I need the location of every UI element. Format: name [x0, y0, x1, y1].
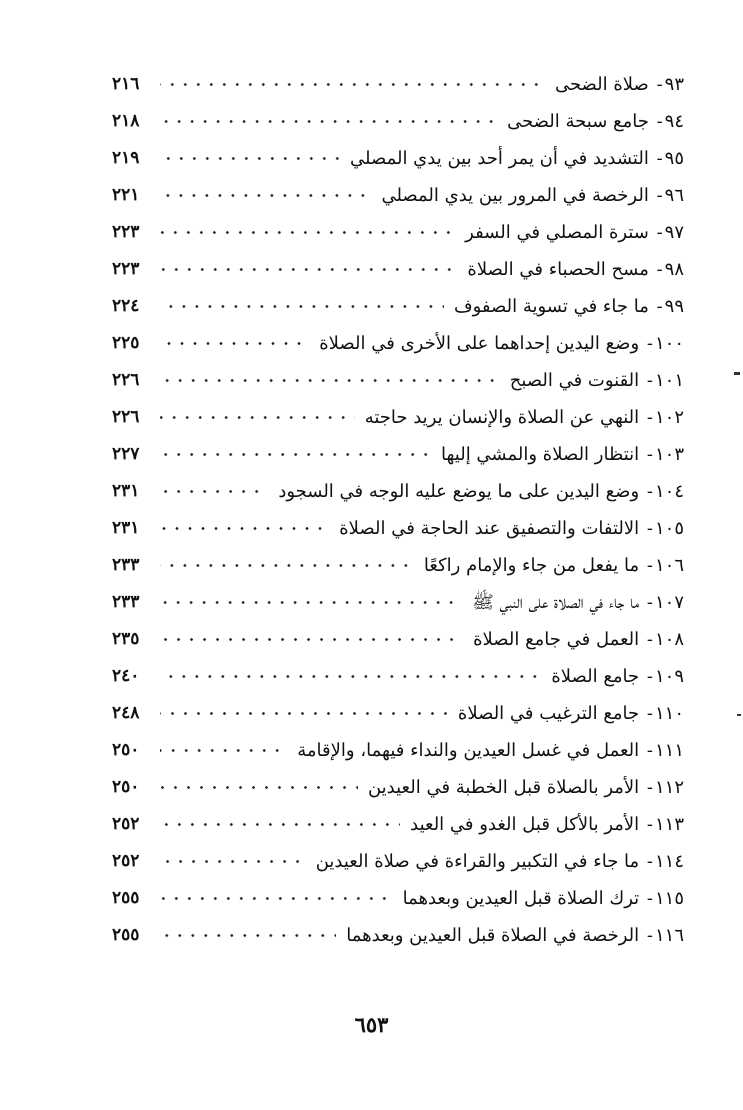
toc-entry-heading — [404, 806, 684, 843]
toc-entry-separator: - — [641, 814, 653, 835]
toc-entry-page: ٢٤٠ — [112, 666, 140, 686]
toc-entry-title: جامع الصلاة — [551, 666, 640, 687]
toc-entry-number: ١١٢ — [654, 777, 684, 798]
toc-entry-page: ٢٢٦ — [112, 370, 140, 390]
toc-entry-number: ١٠٢ — [654, 407, 684, 428]
toc-dot-leader — [160, 584, 462, 621]
toc-entry-title: صلاة الضحى — [554, 74, 649, 95]
toc-entry-title: جامع سبحة الضحى — [507, 111, 649, 132]
toc-entry-title: الأمر بالصلاة قبل الخطبة في العيدين — [367, 777, 640, 798]
toc-entry-title: ما جاء في الصلاة على النبي ﷺ — [472, 592, 640, 613]
toc-dot-leader — [160, 399, 355, 436]
toc-entry-number: ١٠٩ — [654, 666, 684, 687]
toc-entry — [112, 732, 684, 769]
toc-dot-leader — [160, 843, 306, 880]
toc-dot-leader — [160, 880, 393, 917]
toc-entry-number: ١٠٦ — [654, 555, 684, 576]
toc-dot-leader — [160, 732, 287, 769]
toc-entry — [112, 325, 684, 362]
toc-entry — [112, 806, 684, 843]
toc-entry — [112, 510, 684, 547]
toc-dot-leader — [160, 362, 500, 399]
toc-entry-title: القنوت في الصبح — [509, 370, 640, 391]
toc-entry-heading — [291, 732, 684, 769]
toc-entry-number: ١١٠ — [654, 703, 684, 724]
toc-entry-separator: - — [641, 555, 653, 576]
toc-entry-page: ٢٥٥ — [112, 888, 140, 908]
toc-entry-separator: - — [650, 74, 663, 95]
toc-entry-separator: - — [641, 407, 653, 428]
toc-entry-title: الأمر بالأكل قبل الغدو في العيد — [410, 814, 640, 835]
toc-entry-number: ٩٣ — [664, 74, 684, 95]
toc-entry-title: ما جاء في تسوية الصفوف — [453, 296, 649, 317]
toc-entry-separator: - — [650, 222, 663, 243]
toc-entry-page: ٢٢٧ — [112, 444, 140, 464]
toc-entry — [112, 843, 684, 880]
toc-entry — [112, 917, 684, 954]
toc-entry-number: ١١١ — [654, 740, 684, 761]
toc-entry — [112, 177, 684, 214]
toc-entry-separator: - — [641, 888, 653, 909]
toc-entry-separator: - — [641, 851, 653, 872]
scan-mark — [737, 714, 741, 716]
toc-entry-page: ٢٣١ — [112, 518, 140, 538]
toc-entry-number: ١٠٤ — [654, 481, 684, 502]
toc-entry-title: انتظار الصلاة والمشي إليها — [441, 444, 640, 465]
toc-entry-separator: - — [650, 111, 663, 132]
toc-dot-leader — [160, 473, 268, 510]
toc-entry-number: ٩٩ — [664, 296, 684, 317]
toc-entry-separator: - — [641, 370, 653, 391]
toc-entry-separator: - — [641, 481, 653, 502]
toc-entry-separator: - — [641, 666, 653, 687]
toc-entry-number: ٩٦ — [664, 185, 684, 206]
toc-dot-leader — [160, 621, 463, 658]
toc-entry-page: ٢٣٣ — [112, 592, 140, 612]
toc-entry-title: الرخصة في الصلاة قبل العيدين وبعدهما — [346, 925, 640, 946]
toc-dot-leader — [160, 325, 309, 362]
toc-entry-heading — [452, 695, 684, 732]
toc-entry-title: مسح الحصباء في الصلاة — [467, 259, 649, 280]
toc-dot-leader — [160, 510, 329, 547]
toc-entry — [112, 769, 684, 806]
toc-dot-leader — [160, 436, 431, 473]
toc-entry-heading — [504, 362, 684, 399]
toc-entry — [112, 584, 684, 621]
toc-entry-number: ١٠٨ — [654, 629, 684, 650]
toc-entry — [112, 436, 684, 473]
toc-entry-page: ٢٣١ — [112, 481, 140, 501]
toc-entry-heading — [459, 214, 684, 251]
table-of-contents — [112, 66, 684, 954]
toc-entry-heading — [545, 658, 684, 695]
toc-entry-separator: - — [641, 629, 653, 650]
toc-entry-page: ٢٥٠ — [112, 740, 140, 760]
toc-entry — [112, 214, 684, 251]
toc-entry-title: ترك الصلاة قبل العيدين وبعدهما — [402, 888, 640, 909]
toc-entry-number: ١٠٧ — [654, 592, 684, 613]
toc-entry-page: ٢٤٨ — [112, 703, 140, 723]
toc-entry-heading — [435, 436, 684, 473]
toc-entry-number: ١١٤ — [654, 851, 684, 872]
toc-entry-page: ٢٥٢ — [112, 851, 140, 871]
toc-entry-page: ٢١٦ — [112, 74, 140, 94]
toc-entry-separator: - — [641, 333, 653, 354]
toc-dot-leader — [160, 769, 358, 806]
toc-dot-leader — [160, 214, 455, 251]
toc-entry-page: ٢٢٥ — [112, 333, 140, 353]
toc-entry-heading — [501, 103, 684, 140]
toc-entry-separator: - — [650, 259, 663, 280]
toc-entry-number: ١١٦ — [654, 925, 684, 946]
toc-entry-heading — [375, 177, 684, 214]
toc-dot-leader — [160, 66, 545, 103]
toc-entry-number: ٩٨ — [664, 259, 684, 280]
toc-dot-leader — [160, 547, 414, 584]
toc-entry-number: ١٠٥ — [654, 518, 684, 539]
toc-entry-title: العمل في غسل العيدين والنداء فيهما، والإقامة — [297, 740, 640, 761]
toc-entry-heading — [333, 510, 684, 547]
toc-entry-number: ٩٤ — [664, 111, 684, 132]
toc-entry — [112, 621, 684, 658]
toc-entry-title: سترة المصلي في السفر — [465, 222, 649, 243]
toc-dot-leader — [160, 103, 497, 140]
toc-entry-separator: - — [641, 444, 653, 465]
toc-entry-page: ٢٢١ — [112, 185, 140, 205]
toc-entry-separator: - — [650, 148, 663, 169]
toc-entry-title: ما جاء في التكبير والقراءة في صلاة العيدين — [315, 851, 640, 872]
toc-entry-title: العمل في جامع الصلاة — [473, 629, 640, 650]
toc-entry-separator: - — [650, 296, 663, 317]
toc-entry-separator: - — [641, 740, 653, 761]
toc-entry-number: ١١٥ — [654, 888, 684, 909]
toc-entry-separator: - — [641, 518, 653, 539]
toc-entry-number: ١٠١ — [654, 370, 684, 391]
toc-entry-number: ١٠٣ — [654, 444, 684, 465]
scan-mark — [734, 372, 740, 375]
toc-entry — [112, 695, 684, 732]
toc-entry — [112, 880, 684, 917]
toc-entry-page: ٢٢٦ — [112, 407, 140, 427]
toc-entry-title: التشديد في أن يمر أحد بين يدي المصلي — [350, 148, 649, 169]
toc-entry-title: الالتفات والتصفيق عند الحاجة في الصلاة — [339, 518, 640, 539]
toc-entry-number: ٩٧ — [664, 222, 684, 243]
toc-entry-title: وضع اليدين إحداهما على الأخرى في الصلاة — [319, 333, 640, 354]
toc-entry-separator: - — [650, 185, 663, 206]
toc-entry-separator: - — [641, 925, 653, 946]
toc-entry-heading — [310, 843, 684, 880]
toc-entry-heading — [313, 325, 684, 362]
toc-entry — [112, 288, 684, 325]
toc-entry-page: ٢٢٣ — [112, 222, 140, 242]
toc-dot-leader — [160, 658, 541, 695]
toc-entry-separator: - — [641, 777, 653, 798]
toc-entry-heading — [418, 547, 684, 584]
toc-dot-leader — [160, 288, 444, 325]
toc-entry-page: ٢١٩ — [112, 148, 140, 168]
toc-entry-heading — [272, 473, 684, 510]
toc-entry — [112, 473, 684, 510]
toc-entry-page: ٢٢٤ — [112, 296, 140, 316]
toc-entry-number: ١١٣ — [654, 814, 684, 835]
toc-entry-page: ٢٥٢ — [112, 814, 140, 834]
toc-dot-leader — [160, 917, 336, 954]
toc-entry — [112, 362, 684, 399]
toc-entry — [112, 658, 684, 695]
toc-entry-page: ٢٢٣ — [112, 259, 140, 279]
toc-entry-heading — [461, 251, 684, 288]
toc-dot-leader — [160, 695, 448, 732]
toc-entry-title: النهي عن الصلاة والإنسان يريد حاجته — [364, 407, 640, 428]
toc-entry-page: ٢٣٥ — [112, 629, 140, 649]
toc-dot-leader — [160, 140, 340, 177]
toc-entry-heading — [359, 399, 684, 436]
toc-entry — [112, 251, 684, 288]
toc-entry-heading — [448, 288, 684, 325]
toc-entry — [112, 399, 684, 436]
toc-entry — [112, 66, 684, 103]
toc-entry — [112, 140, 684, 177]
toc-entry-number: ١٠٠ — [654, 333, 684, 354]
toc-dot-leader — [160, 251, 457, 288]
toc-entry-title: الرخصة في المرور بين يدي المصلي — [381, 185, 649, 206]
toc-entry-page: ٢٥٥ — [112, 925, 140, 945]
toc-entry-heading — [466, 584, 684, 621]
toc-entry-heading — [340, 917, 684, 954]
toc-entry-page: ٢٥٠ — [112, 777, 140, 797]
toc-entry-heading — [362, 769, 684, 806]
toc-entry-heading — [467, 621, 684, 658]
page-number: ٦٥٣ — [354, 1012, 389, 1037]
toc-entry — [112, 103, 684, 140]
toc-entry-number: ٩٥ — [664, 148, 684, 169]
toc-entry-separator: - — [641, 592, 653, 613]
toc-entry-title: وضع اليدين على ما يوضع عليه الوجه في السجود — [278, 481, 640, 502]
toc-dot-leader — [160, 177, 371, 214]
toc-entry-page: ٢١٨ — [112, 111, 140, 131]
toc-entry-heading — [397, 880, 684, 917]
toc-entry-title: جامع الترغيب في الصلاة — [457, 703, 640, 724]
toc-entry-separator: - — [641, 703, 653, 724]
toc-dot-leader — [160, 806, 400, 843]
toc-entry-title: ما يفعل من جاء والإمام راكعًا — [423, 555, 640, 576]
toc-entry — [112, 547, 684, 584]
toc-entry-page: ٢٣٣ — [112, 555, 140, 575]
toc-entry-heading — [549, 66, 684, 103]
toc-entry-heading — [344, 140, 684, 177]
